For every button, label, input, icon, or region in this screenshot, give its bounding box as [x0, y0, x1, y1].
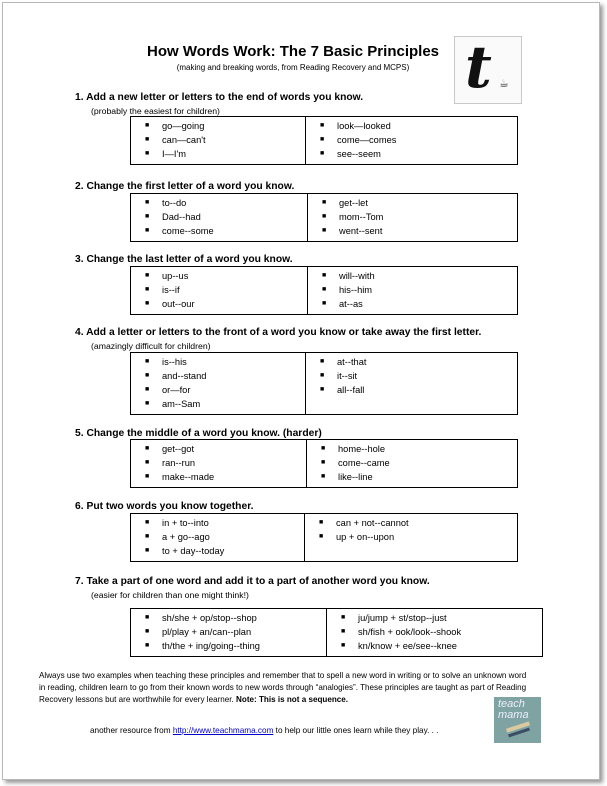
square-bullet-icon: ■	[322, 286, 327, 293]
example-text: or—for	[162, 385, 191, 395]
resource-suffix: to help our little ones learn while they play. . .	[273, 726, 439, 735]
square-bullet-icon: ■	[145, 122, 150, 129]
example-item	[305, 530, 517, 544]
example-text: ju/jump + st/stop--just	[358, 613, 447, 623]
square-bullet-icon: ■	[145, 136, 150, 143]
example-item	[306, 355, 517, 369]
example-text: sh/fish + ook/look--shook	[358, 627, 462, 637]
example-column-right	[308, 267, 517, 314]
example-text: up--us	[162, 271, 189, 281]
example-item	[131, 383, 305, 397]
square-bullet-icon: ■	[322, 213, 327, 220]
example-column-left	[131, 440, 307, 487]
example-item	[305, 516, 517, 530]
principle-heading-3: 3. Change the last letter of a word you know.	[75, 254, 293, 265]
square-bullet-icon: ■	[322, 300, 327, 307]
example-column-right	[327, 609, 542, 656]
square-bullet-icon: ■	[145, 227, 150, 234]
teachmama-badge-icon	[494, 697, 541, 743]
example-item	[306, 133, 517, 147]
example-item	[307, 456, 517, 470]
example-column-left	[131, 194, 308, 241]
square-bullet-icon: ■	[145, 642, 150, 649]
example-item	[306, 119, 517, 133]
square-bullet-icon: ■	[145, 519, 150, 526]
example-item	[327, 625, 542, 639]
resource-prefix: another resource from	[90, 726, 173, 735]
example-item	[131, 224, 307, 238]
cup-icon: ☕	[499, 78, 509, 90]
example-text: look—looked	[337, 121, 391, 131]
square-bullet-icon: ■	[145, 445, 150, 452]
badge-text: teach mama	[498, 698, 529, 721]
example-text: make--made	[162, 472, 215, 482]
example-item	[307, 470, 517, 484]
square-bullet-icon: ■	[320, 150, 325, 157]
page-title: How Words Work: The 7 Basic Principles	[146, 43, 440, 60]
square-bullet-icon: ■	[145, 150, 150, 157]
footer-paragraph	[39, 670, 529, 706]
square-bullet-icon: ■	[145, 459, 150, 466]
square-bullet-icon: ■	[320, 122, 325, 129]
example-item	[131, 544, 304, 558]
example-table-1	[130, 116, 518, 165]
example-text: I—I'm	[162, 149, 186, 159]
example-text: it--sit	[337, 371, 358, 381]
example-text: is--if	[162, 285, 180, 295]
example-item	[327, 639, 542, 653]
example-item	[308, 269, 517, 283]
example-text: th/the + ing/going--thing	[162, 641, 260, 651]
example-column-left	[131, 609, 327, 656]
teachmama-t-logo	[454, 33, 522, 104]
example-item	[131, 147, 305, 161]
footer-note: Note: This is not a sequence.	[236, 695, 349, 704]
example-item	[131, 283, 307, 297]
principle-note-4: (amazingly difficult for children)	[91, 341, 211, 351]
example-column-left	[131, 267, 308, 314]
square-bullet-icon: ■	[341, 628, 346, 635]
example-text: pl/play + an/can--plan	[162, 627, 252, 637]
example-text: come—comes	[337, 135, 397, 145]
example-item	[131, 639, 326, 653]
teachmama-link[interactable]: http://www.teachmama.com	[172, 726, 274, 735]
principle-heading-7: 7. Take a part of one word and add it to a part of another word you know.	[75, 576, 430, 587]
square-bullet-icon: ■	[322, 272, 327, 279]
square-bullet-icon: ■	[320, 386, 325, 393]
square-bullet-icon: ■	[145, 286, 150, 293]
example-text: come--came	[338, 458, 390, 468]
example-item	[131, 530, 304, 544]
example-text: is--his	[162, 357, 187, 367]
square-bullet-icon: ■	[145, 358, 150, 365]
page-subtitle: (making and breaking words, from Reading Recovery and MCPS)	[176, 63, 410, 72]
example-text: and--stand	[162, 371, 207, 381]
example-item	[131, 456, 306, 470]
example-item	[131, 355, 305, 369]
example-table-5	[130, 439, 518, 488]
example-item	[307, 442, 517, 456]
example-item	[131, 133, 305, 147]
example-item	[308, 196, 517, 210]
example-column-right	[307, 440, 517, 487]
square-bullet-icon: ■	[145, 213, 150, 220]
example-text: get--got	[162, 444, 195, 454]
square-bullet-icon: ■	[145, 199, 150, 206]
example-column-right	[308, 194, 517, 241]
example-text: at--as	[339, 299, 363, 309]
example-text: can + not--cannot	[336, 518, 409, 528]
square-bullet-icon: ■	[145, 547, 150, 554]
example-item	[131, 625, 326, 639]
principle-note-7: (easier for children than one might think!)	[91, 590, 249, 600]
example-item	[306, 383, 517, 397]
square-bullet-icon: ■	[320, 372, 325, 379]
example-text: Dad--had	[162, 212, 201, 222]
principle-note-1: (probably the easiest for children)	[91, 106, 220, 116]
square-bullet-icon: ■	[321, 445, 326, 452]
square-bullet-icon: ■	[145, 372, 150, 379]
principle-heading-5: 5. Change the middle of a word you know. (harder)	[75, 428, 322, 439]
example-text: out--our	[162, 299, 195, 309]
example-text: a + go--ago	[162, 532, 210, 542]
footer-text: Always use two examples when teaching these principles and remember that to spell a new word in writing or to solve an unknown word in reading, children learn to go from their known words to new words through “analogies”. These principles are taught as part of Reading Recovery lessons but are worthwhile for every learner.	[39, 671, 527, 704]
example-text: mom--Tom	[339, 212, 384, 222]
example-item	[131, 269, 307, 283]
example-column-left	[131, 353, 306, 414]
example-table-7	[130, 608, 543, 657]
example-item	[306, 369, 517, 383]
example-column-left	[131, 117, 306, 164]
example-item	[308, 297, 517, 311]
example-text: ran--run	[162, 458, 196, 468]
principle-heading-6: 6. Put two words you know together.	[75, 501, 254, 512]
example-text: his--him	[339, 285, 373, 295]
example-text: at--that	[337, 357, 367, 367]
resource-line	[90, 726, 438, 735]
example-text: see--seem	[337, 149, 381, 159]
example-text: come--some	[162, 226, 214, 236]
example-item	[308, 224, 517, 238]
example-item	[131, 210, 307, 224]
square-bullet-icon: ■	[321, 459, 326, 466]
example-item	[131, 442, 306, 456]
example-text: home--hole	[338, 444, 386, 454]
example-text: in + to--into	[162, 518, 209, 528]
square-bullet-icon: ■	[341, 614, 346, 621]
square-bullet-icon: ■	[319, 533, 324, 540]
example-column-right	[305, 514, 517, 561]
example-item	[131, 611, 326, 625]
example-item	[131, 196, 307, 210]
example-text: to--do	[162, 198, 187, 208]
example-table-6	[130, 513, 518, 562]
example-text: went--sent	[339, 226, 383, 236]
square-bullet-icon: ■	[145, 628, 150, 635]
principle-heading-1: 1. Add a new letter or letters to the end of words you know.	[75, 92, 364, 103]
example-item	[131, 369, 305, 383]
example-item	[308, 283, 517, 297]
example-item	[306, 147, 517, 161]
document-page	[2, 2, 600, 780]
example-text: go—going	[162, 121, 205, 131]
square-bullet-icon: ■	[145, 614, 150, 621]
example-item	[131, 397, 305, 411]
example-text: kn/know + ee/see--knee	[358, 641, 457, 651]
example-text: will--with	[339, 271, 375, 281]
example-column-left	[131, 514, 305, 561]
example-column-right	[306, 353, 517, 414]
square-bullet-icon: ■	[145, 473, 150, 480]
example-item	[327, 611, 542, 625]
example-item	[131, 119, 305, 133]
example-text: get--let	[339, 198, 368, 208]
example-column-right	[306, 117, 517, 164]
logo-letter: t	[465, 33, 492, 101]
square-bullet-icon: ■	[319, 519, 324, 526]
example-text: am--Sam	[162, 399, 201, 409]
example-table-3	[130, 266, 518, 315]
square-bullet-icon: ■	[145, 400, 150, 407]
example-item	[131, 470, 306, 484]
square-bullet-icon: ■	[145, 272, 150, 279]
example-text: can—can't	[162, 135, 206, 145]
square-bullet-icon: ■	[321, 473, 326, 480]
square-bullet-icon: ■	[322, 199, 327, 206]
square-bullet-icon: ■	[320, 358, 325, 365]
square-bullet-icon: ■	[145, 300, 150, 307]
square-bullet-icon: ■	[341, 642, 346, 649]
square-bullet-icon: ■	[320, 136, 325, 143]
example-table-4	[130, 352, 518, 415]
example-text: sh/she + op/stop--shop	[162, 613, 257, 623]
example-item	[131, 297, 307, 311]
example-item	[131, 516, 304, 530]
example-item	[308, 210, 517, 224]
square-bullet-icon: ■	[322, 227, 327, 234]
principle-heading-4: 4. Add a letter or letters to the front of a word you know or take away the first letter.	[75, 327, 482, 338]
principle-heading-2: 2. Change the first letter of a word you know.	[75, 181, 295, 192]
example-text: up + on--upon	[336, 532, 395, 542]
square-bullet-icon: ■	[145, 533, 150, 540]
example-text: all--fall	[337, 385, 365, 395]
example-text: like--line	[338, 472, 373, 482]
example-table-2	[130, 193, 518, 242]
square-bullet-icon: ■	[145, 386, 150, 393]
example-text: to + day--today	[162, 546, 225, 556]
